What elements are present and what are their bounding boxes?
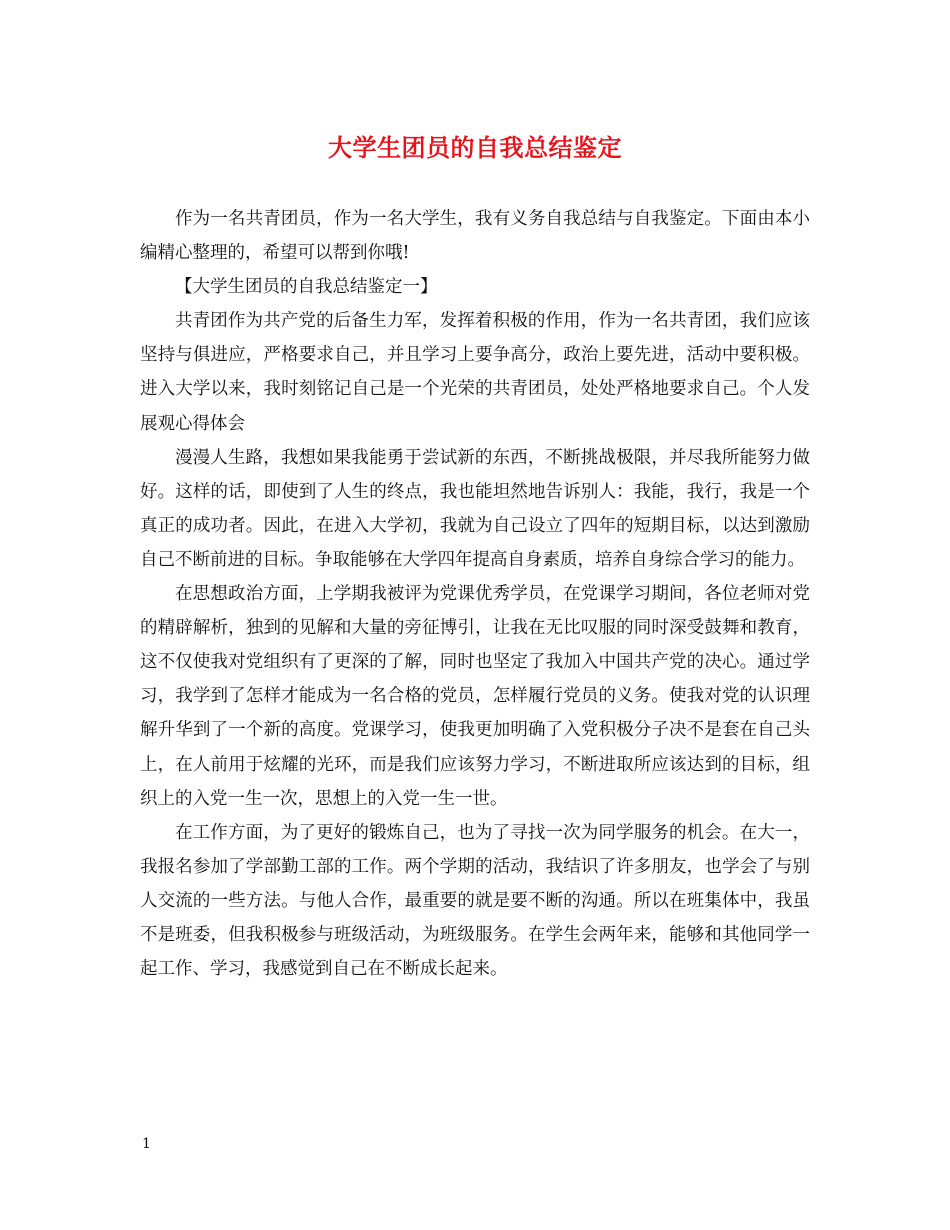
section-heading: 【大学生团员的自我总结鉴定一】 (175, 277, 438, 298)
body-paragraph: 在工作方面，为了更好的锻炼自己，也为了寻找一次为同学服务的机会。在大一，我报名参加了学部勤工部的工作。两个学期的活动，我结识了许多朋友，也学会了与别人交流的一些方法。与他人合作，最重要的就是要不断的沟通。所以在班集体中，我虽不是班委，但我积极参与班级活动，为班级服务。在学生会两年来，能够和其他同学一起工作、学习，我感觉到自己在不断成长起来。 (140, 822, 810, 980)
body-paragraph: 漫漫人生路，我想如果我能勇于尝试新的东西，不断挑战极限，并尽我所能努力做好。这样的话，即使到了人生的终点，我也能坦然地告诉别人：我能，我行，我是一个真正的成功者。因此，在进入大学初，我就为自己设立了四年的短期目标，以达到激励自己不断前进的目标。争取能够在大学四年提高自身素质，培养自身综合学习的能力。 (140, 447, 810, 570)
document-body (140, 202, 810, 986)
body-paragraph: 在思想政治方面，上学期我被评为党课优秀学员，在党课学习期间，各位老师对党的精辟解析，独到的见解和大量的旁征博引，让我在无比叹服的同时深受鼓舞和教育，这不仅使我对党组织有了更深的了解，同时也坚定了我加入中国共产党的决心。通过学习，我学到了怎样才能成为一名合格的党员，怎样履行党员的义务。使我对党的认识理解升华到了一个新的高度。党课学习，使我更加明确了入党积极分子决不是套在自己头上，在人前用于炫耀的光环，而是我们应该努力学习，不断进取所应该达到的目标，组织上的入党一生一次，思想上的入党一生一世。 (140, 584, 810, 809)
intro-paragraph: 作为一名共青团员，作为一名大学生，我有义务自我总结与自我鉴定。下面由本小编精心整理的，希望可以帮到你哦! (140, 209, 810, 264)
page-number: 1 (142, 1136, 151, 1152)
body-paragraph: 共青团作为共产党的后备生力军，发挥着积极的作用，作为一名共青团，我们应该坚持与俱进应，严格要求自己，并且学习上要争高分，政治上要先进，活动中要积极。进入大学以来，我时刻铭记自己是一个光荣的共青团员，处处严格地要求自己。个人发展观心得体会 (140, 311, 810, 434)
document-title: 大学生团员的自我总结鉴定 (328, 133, 622, 162)
